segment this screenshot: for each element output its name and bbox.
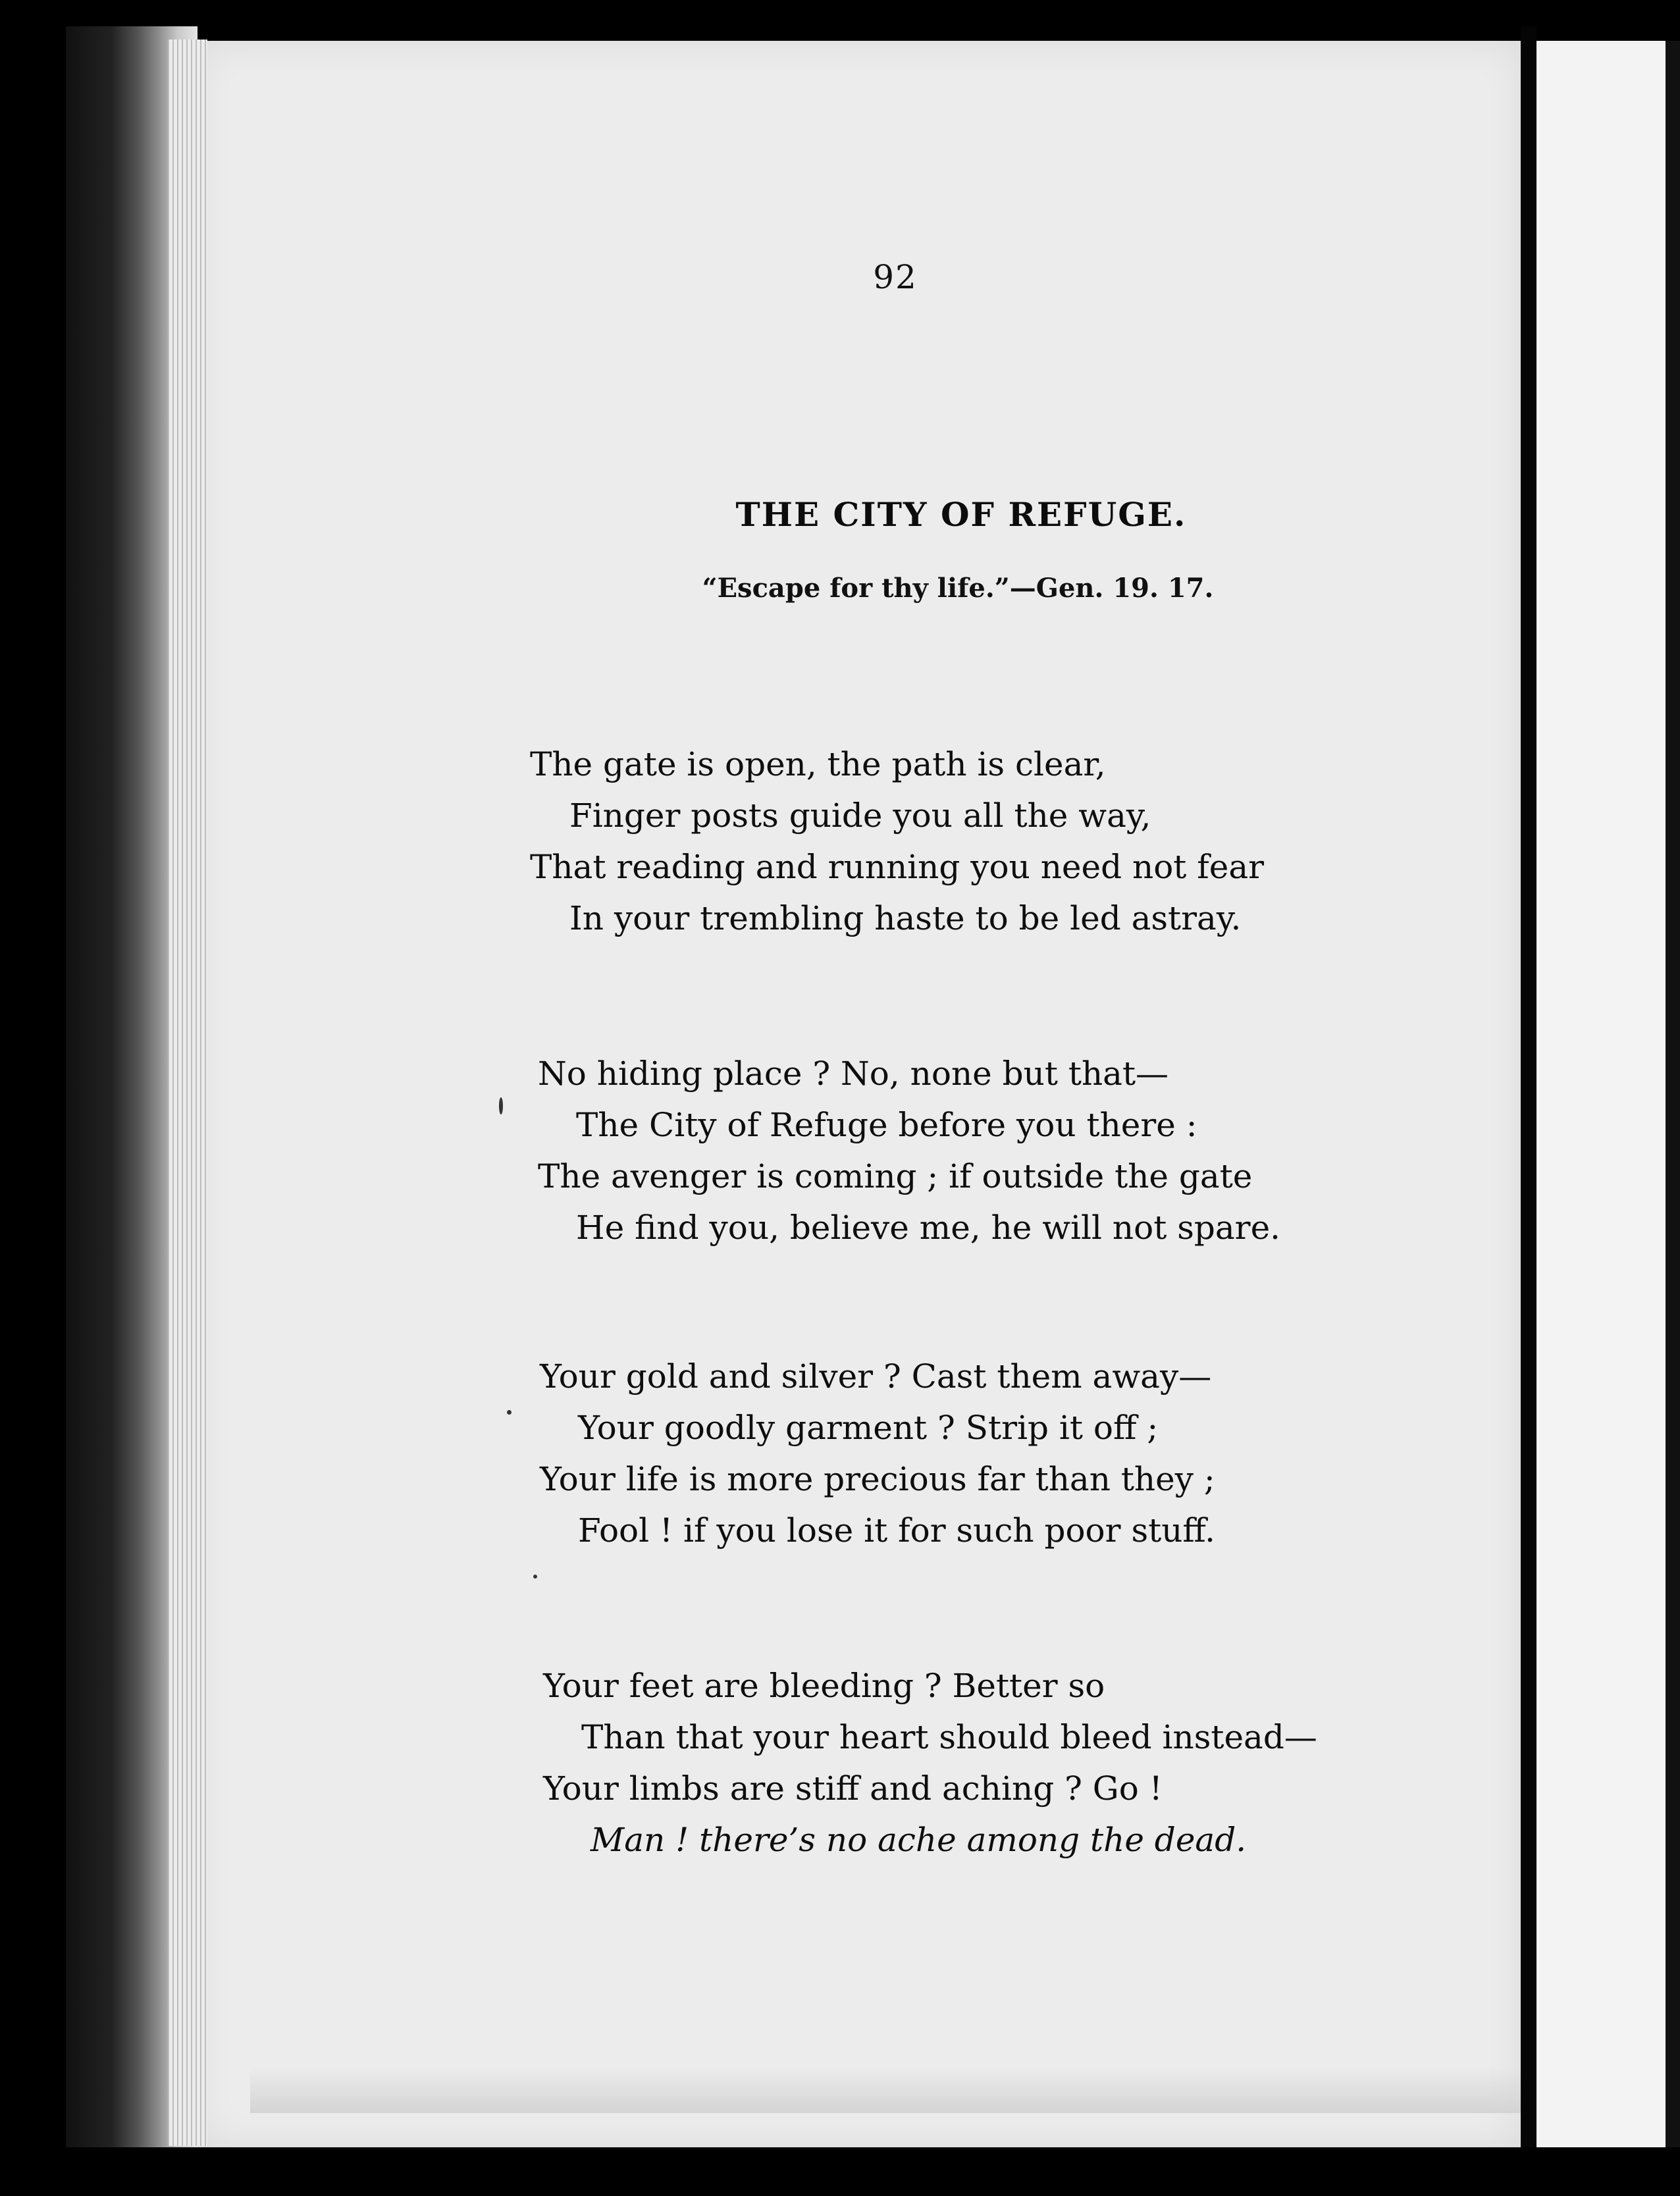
stanza-4-line-2: Than that your heart should bleed instead— (581, 1718, 1317, 1756)
stanza-1-line-1: The gate is open, the path is clear, (530, 745, 1106, 783)
poem-epigraph: “Escape for thy life.”—Gen. 19. 17. (702, 573, 1214, 604)
poem-title: THE CITY OF REFUGE. (735, 495, 1187, 534)
ink-speck (533, 1575, 537, 1579)
stanza-3-line-3: Your life is more precious far than they ; (540, 1460, 1215, 1498)
stanza-2-line-2: The City of Refuge before you there : (576, 1106, 1197, 1144)
stanza-2-line-4: He find you, believe me, he will not spare. (576, 1209, 1281, 1247)
stanza-3 (197, 1351, 1382, 1556)
page-number: 92 (873, 258, 918, 296)
facing-page-edge (1536, 41, 1680, 2147)
scan-border-top (0, 0, 1680, 41)
stanza-4-line-1: Your feet are bleeding ? Better so (543, 1667, 1105, 1705)
scan-border-right (1666, 41, 1680, 2147)
stanza-2-line-1: No hiding place ? No, none but that— (538, 1055, 1169, 1093)
stanza-3-line-4: Fool ! if you lose it for such poor stuff. (578, 1511, 1216, 1550)
stanza-3-line-1: Your gold and silver ? Cast them away— (540, 1357, 1212, 1396)
stanza-1-line-3: That reading and running you need not fear (530, 848, 1265, 886)
stanza-3-line-2: Your goodly garment ? Strip it off ; (578, 1409, 1159, 1447)
stanza-2-line-3: The avenger is coming ; if outside the gate (538, 1157, 1253, 1195)
stanza-2 (197, 1048, 1382, 1253)
stanza-1-line-4: In your trembling haste to be led astray. (569, 899, 1242, 937)
stanza-1 (197, 739, 1382, 944)
stanza-4-line-3: Your limbs are stiff and aching ? Go ! (543, 1769, 1163, 1808)
stanza-4-line-4: Man ! there’s no ache among the dead. (591, 1821, 1247, 1859)
ink-speck (499, 1097, 503, 1114)
stanza-1-line-2: Finger posts guide you all the way, (569, 797, 1151, 835)
page-gutter (1521, 26, 1536, 2159)
page-content (197, 41, 1522, 2147)
stanza-4 (197, 1660, 1382, 1866)
scan-border-bottom (0, 2147, 1680, 2196)
ink-speck (507, 1410, 512, 1415)
